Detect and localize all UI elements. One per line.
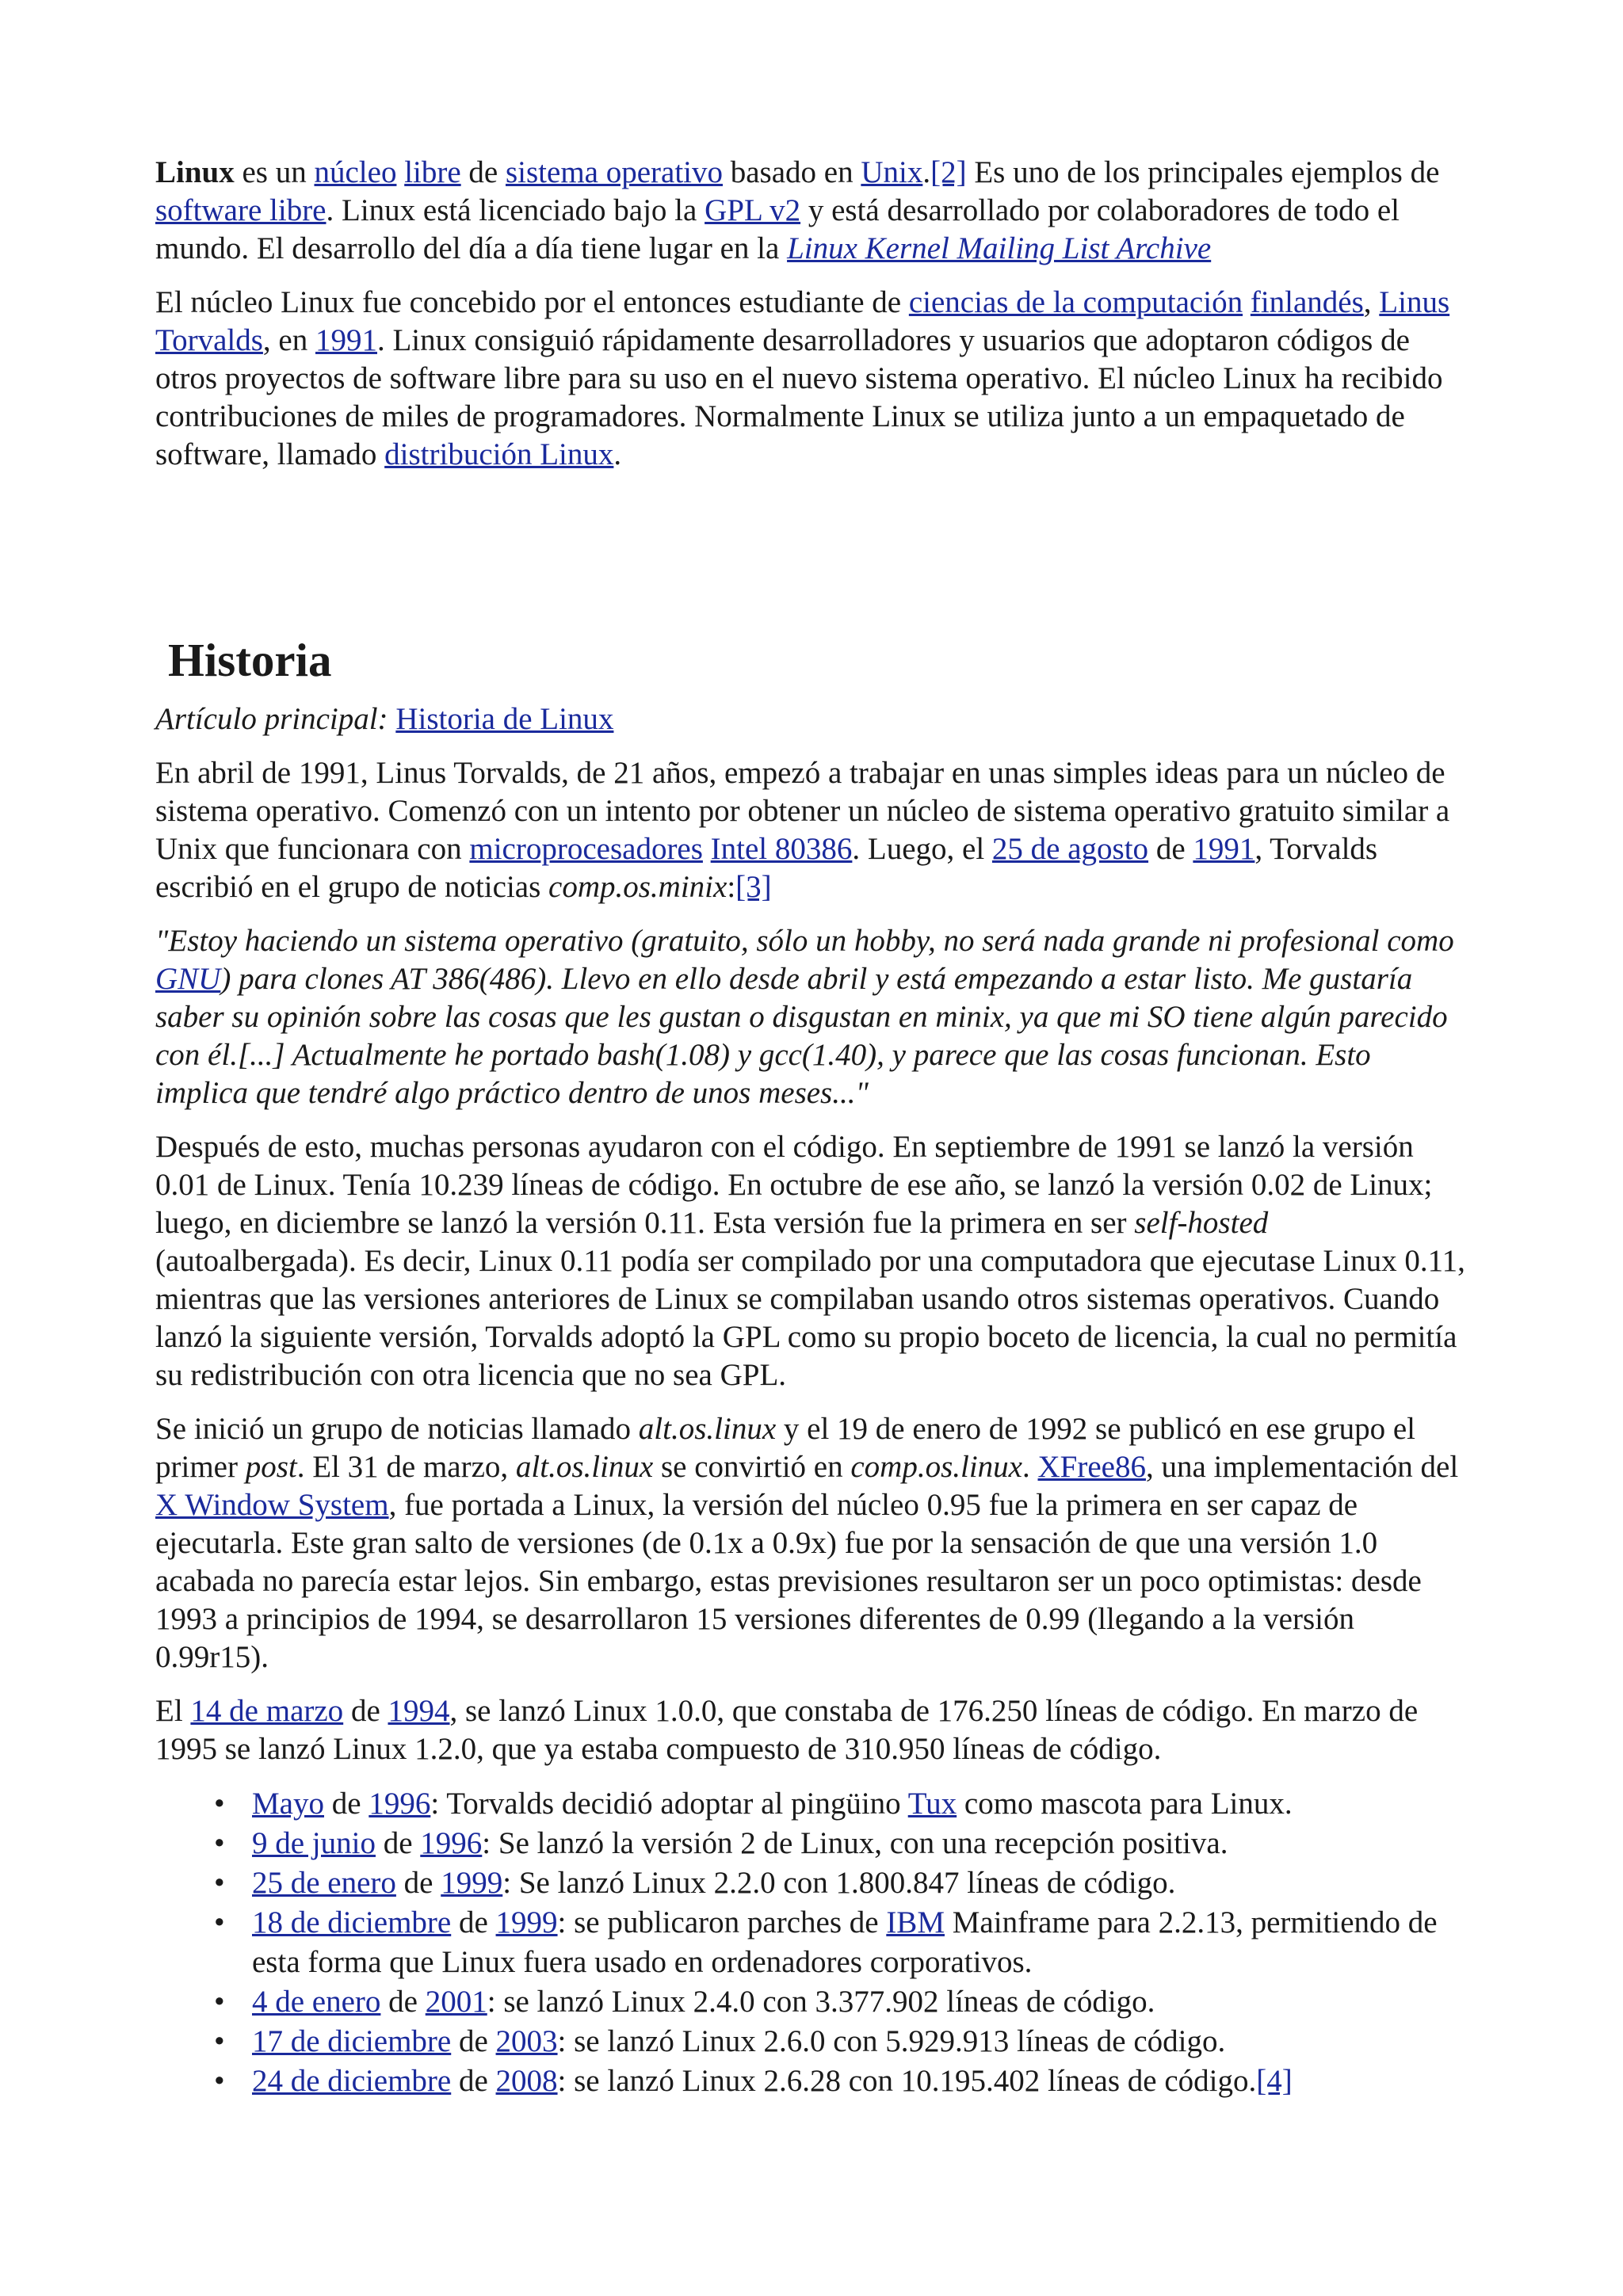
list-item: • Mayo de 1996: Torvalds decidió adoptar al pingüino Tux como mascota para Linux. — [252, 1784, 1471, 1824]
timeline-year-link[interactable]: 1996 — [420, 1826, 483, 1860]
historia-paragraph-4: El 14 de marzo de 1994, se lanzó Linux 1.0.0, que constaba de 176.250 líneas de código. En marzo de 1995 se lanzó Linux 1.2.0, que ya estaba compuesto de 310.950 líneas de código. — [155, 1694, 1419, 1766]
link-25-de-agosto[interactable]: 25 de agosto — [991, 832, 1149, 866]
link-unix[interactable]: Unix — [861, 155, 923, 189]
section-spacer — [155, 490, 1471, 632]
link-ciencias-computacion[interactable]: ciencias de la computación — [908, 285, 1243, 319]
timeline-date-link[interactable]: 18 de diciembre — [252, 1905, 452, 1939]
reference-4[interactable]: [4] — [1256, 2064, 1293, 2098]
reference-2[interactable]: [2] — [930, 155, 967, 189]
link-nucleo[interactable]: núcleo — [314, 155, 397, 189]
link-libre[interactable]: libre — [404, 155, 461, 189]
intro-paragraph-1: Linux es un núcleo libre de sistema operativo basado en Unix.[2] Es uno de los principales ejemplos de software libre. Linux está licenciado bajo la GPL v2 y está desarrollado por colaboradores de todo el mundo. El desarrollo del día a día tiene lugar en la Linux Kernel Mailing List Archive — [155, 155, 1440, 265]
list-item: • 17 de diciembre de 2003: se lanzó Linux 2.6.0 con 5.929.913 líneas de código. — [252, 2022, 1471, 2061]
document-page — [155, 154, 1471, 2101]
link-1991-b[interactable]: 1991 — [1193, 832, 1255, 866]
link-xfree86[interactable]: XFree86 — [1037, 1450, 1146, 1484]
timeline-date-link[interactable]: 17 de diciembre — [252, 2024, 452, 2058]
link-1991[interactable]: 1991 — [315, 323, 377, 357]
main-article-note: Artículo principal: Historia de Linux — [155, 702, 614, 736]
term-self-hosted: self-hosted — [1134, 1206, 1269, 1240]
timeline-date-link[interactable]: 9 de junio — [252, 1826, 376, 1860]
list-item: • 18 de diciembre de 1999: se publicaron parches de IBM Mainframe para 2.2.13, permitiendo de esta forma que Linux fuera usado en ordenadores corporativos. — [252, 1903, 1471, 1982]
timeline-year-link[interactable]: 2003 — [495, 2024, 558, 2058]
link-gpl-v2[interactable]: GPL v2 — [705, 193, 801, 227]
link-tux[interactable]: Tux — [907, 1787, 957, 1821]
term-linux: Linux — [155, 155, 235, 189]
historia-paragraph-1: En abril de 1991, Linus Torvalds, de 21 años, empezó a trabajar en unas simples ideas para un núcleo de sistema operativo. Comenzó con un intento por obtener un núcleo de sistema operativo gratuito similar a Unix que funcionara con microprocesadores Intel 80386. Luego, el 25 de agosto de 1991, Torvalds escribió en el grupo de noticias comp.os.minix:[3] — [155, 756, 1450, 904]
timeline-year-link[interactable]: 1999 — [495, 1905, 558, 1939]
timeline-year-link[interactable]: 2008 — [495, 2064, 558, 2098]
historia-paragraph-3: Se inició un grupo de noticias llamado alt.os.linux y el 19 de enero de 1992 se publicó en ese grupo el primer post. El 31 de marzo, alt.os.linux se convirtió en comp.os.linux. XFree86, una implementación del X Window System, fue portada a Linux, la versión del núcleo 0.95 fue la primera en ser capaz de ejecutarla. Este gran salto de versiones (de 0.1x a 0.9x) fue por la sensación de que una versión 1.0 acabada no parecía estar lejos. Sin embargo, estas previsiones resultaron ser un poco optimistas: desde 1993 a principios de 1994, se desarrollaron 15 versiones diferentes de 0.99 (llegando a la versión 0.99r15). — [155, 1412, 1459, 1674]
timeline-date-link[interactable]: 4 de enero — [252, 1985, 381, 2019]
timeline-year-link[interactable]: 1999 — [441, 1866, 503, 1900]
timeline-date-link[interactable]: 25 de enero — [252, 1866, 396, 1900]
link-x-window-system[interactable]: X Window System — [155, 1488, 389, 1522]
list-item: • 25 de enero de 1999: Se lanzó Linux 2.2.0 con 1.800.847 líneas de código. — [252, 1863, 1471, 1903]
intro-paragraph-2: El núcleo Linux fue concebido por el entonces estudiante de ciencias de la computación finlandés, Linus Torvalds, en 1991. Linux consiguió rápidamente desarrolladores y usuarios que adoptaron códigos de otros proyectos de software libre para su uso en el nuevo sistema operativo. El núcleo Linux ha recibido contribuciones de miles de programadores. Normalmente Linux se utiliza junto a un empaquetado de software, llamado distribución Linux. — [155, 285, 1450, 471]
link-distribucion-linux[interactable]: distribución Linux — [384, 437, 614, 471]
link-historia-de-linux[interactable]: Historia de Linux — [395, 702, 614, 736]
timeline-year-link[interactable]: 2001 — [425, 1985, 487, 2019]
torvalds-quote: "Estoy haciendo un sistema operativo (gratuito, sólo un hobby, no será nada grande ni profesional como GNU) para clones AT 386(486). Llevo en ello desde abril y está empezando a estar listo. Me gustaría saber su opinión sobre las cosas que les gustan o disgustan en minix, ya que mi SO tiene algún parecido con él.[...] Actualmente he portado bash(1.08) y gcc(1.40), y parece que las cosas funcionan. Esto implica que tendré algo práctico dentro de unos meses..." — [155, 924, 1454, 1110]
timeline-date-link[interactable]: Mayo — [252, 1787, 324, 1821]
section-heading-historia: Historia — [168, 634, 332, 686]
link-gnu[interactable]: GNU — [155, 962, 221, 996]
link-ibm[interactable]: IBM — [886, 1905, 945, 1939]
newsgroup-comp-os-minix: comp.os.minix — [548, 870, 727, 904]
link-intel-80386[interactable]: Intel 80386 — [710, 832, 853, 866]
link-linux-kernel-mailing-list-archive[interactable]: Linux Kernel Mailing List Archive — [787, 231, 1212, 265]
timeline-date-link[interactable]: 24 de diciembre — [252, 2064, 452, 2098]
link-linus-torvalds[interactable]: Linus Torvalds — [155, 285, 1450, 357]
historia-paragraph-2: Después de esto, muchas personas ayudaron con el código. En septiembre de 1991 se lanzó la versión 0.01 de Linux. Tenía 10.239 líneas de código. En octubre de ese año, se lanzó la versión 0.02 de Linux; luego, en diciembre se lanzó la versión 0.11. Esta versión fue la primera en ser self-hosted (autoalbergada). Es decir, Linux 0.11 podía ser compilado por una computadora que ejecutase Linux 0.11, mientras que las versiones anteriores de Linux se compilaban usando otros sistemas operativos. Cuando lanzó la siguiente versión, Torvalds adoptó la GPL como su propio boceto de licencia, la cual no permitía su redistribución con otra licencia que no sea GPL. — [155, 1130, 1465, 1392]
link-sistema-operativo[interactable]: sistema operativo — [505, 155, 723, 189]
list-item: • 4 de enero de 2001: se lanzó Linux 2.4.0 con 3.377.902 líneas de código. — [252, 1982, 1471, 2022]
reference-3[interactable]: [3] — [735, 870, 772, 904]
timeline-list — [155, 1784, 1471, 2101]
list-item: • 24 de diciembre de 2008: se lanzó Linux 2.6.28 con 10.195.402 líneas de código.[4] — [252, 2061, 1471, 2101]
list-item: • 9 de junio de 1996: Se lanzó la versión 2 de Linux, con una recepción positiva. — [252, 1824, 1471, 1863]
link-1994[interactable]: 1994 — [388, 1694, 450, 1728]
link-software-libre[interactable]: software libre — [155, 193, 327, 227]
link-finlandes[interactable]: finlandés — [1250, 285, 1364, 319]
link-microprocesadores[interactable]: microprocesadores — [469, 832, 703, 866]
link-14-de-marzo[interactable]: 14 de marzo — [190, 1694, 344, 1728]
timeline-year-link[interactable]: 1996 — [369, 1787, 431, 1821]
